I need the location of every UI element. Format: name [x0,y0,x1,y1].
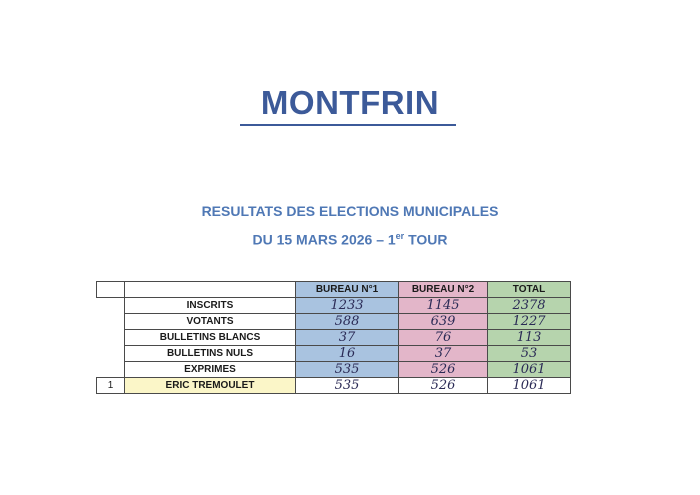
title-underline [240,124,456,126]
cell-bureau-2: 37 [399,346,488,362]
row-number-blank [97,314,125,330]
cell-bureau-2: 639 [399,314,488,330]
row-number-blank [97,298,125,314]
candidate-row [97,378,571,394]
row-number-blank [97,346,125,362]
cell-bureau-1: 16 [296,346,399,362]
page-title: MONTFRIN [260,84,440,121]
cell-bureau-1: 535 [296,362,399,378]
cell-bureau-2: 526 [399,362,488,378]
table-header-row [97,282,571,298]
cell-total: 2378 [488,298,571,314]
row-label: INSCRITS [125,298,296,314]
row-label: BULLETINS NULS [125,346,296,362]
subtitle-ordinal: er [395,231,405,241]
table-row [97,346,571,362]
results-table [96,281,571,394]
cell-total: 113 [488,330,571,346]
row-number-blank [97,330,125,346]
candidate-number: 1 [97,378,125,394]
cell-total: 1227 [488,314,571,330]
header-bureau-1: BUREAU N°1 [296,282,399,298]
cell-bureau-2: 76 [399,330,488,346]
candidate-bureau-2: 526 [399,378,488,394]
header-bureau-2: BUREAU N°2 [399,282,488,298]
subtitle-line-1: RESULTATS DES ELECTIONS MUNICIPALES [201,203,499,219]
row-label: VOTANTS [125,314,296,330]
candidate-name: ERIC TREMOULET [125,378,296,394]
subtitle-date: DU 15 MARS 2026 – 1 [252,231,396,248]
cell-bureau-2: 1145 [399,298,488,314]
header-label-blank [125,282,296,298]
candidate-total: 1061 [488,378,571,394]
candidate-bureau-1: 535 [296,378,399,394]
table-row [97,314,571,330]
header-blank [97,282,125,298]
cell-bureau-1: 588 [296,314,399,330]
row-label: BULLETINS BLANCS [125,330,296,346]
cell-total: 53 [488,346,571,362]
cell-bureau-1: 1233 [296,298,399,314]
subtitle-line-2 [0,231,700,248]
cell-total: 1061 [488,362,571,378]
table-row [97,330,571,346]
cell-bureau-1: 37 [296,330,399,346]
row-number-blank [97,362,125,378]
table-row [97,362,571,378]
row-label: EXPRIMES [125,362,296,378]
header-total: TOTAL [488,282,571,298]
subtitle-round: TOUR [404,231,448,248]
table-row [97,298,571,314]
